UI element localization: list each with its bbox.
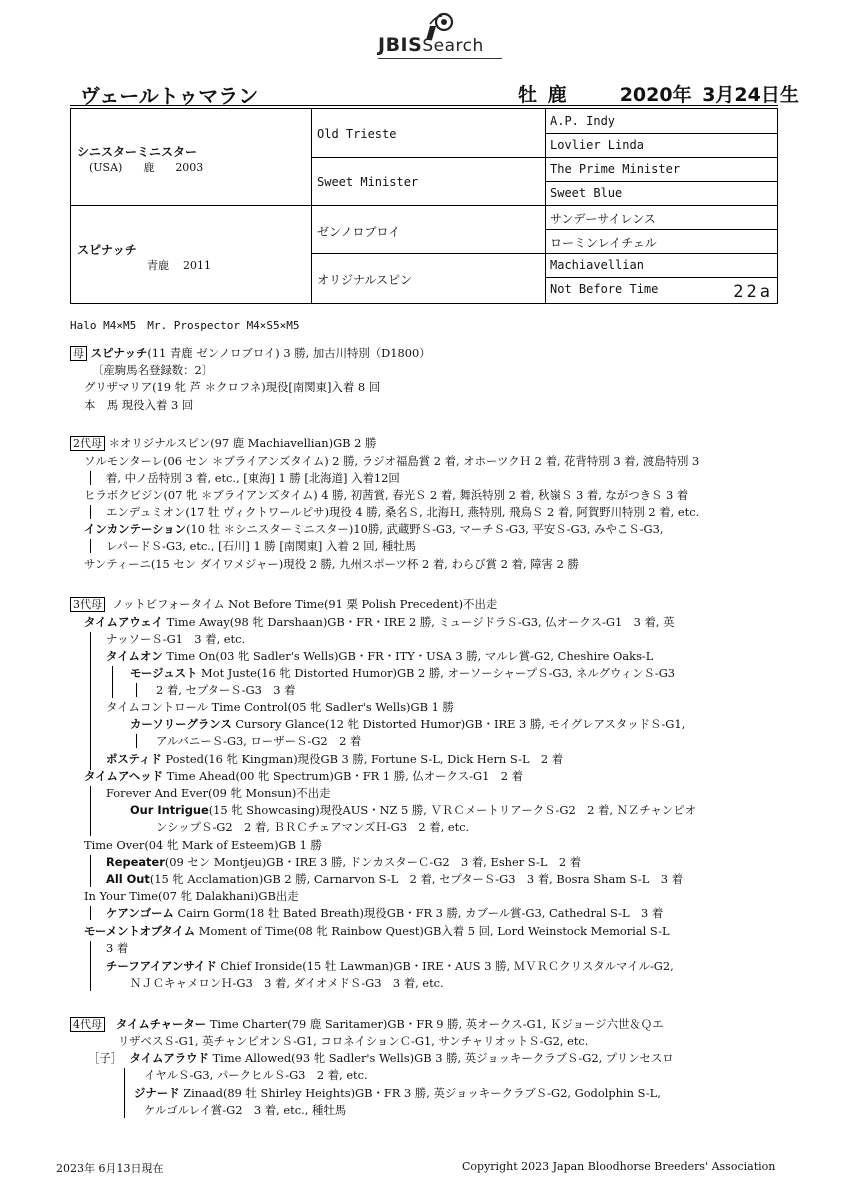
dam-info: 青鹿 2011 <box>147 259 211 272</box>
ped-dds: Machiavellian <box>550 258 644 272</box>
gen3-k1: Repeater(09 セン Montjeu)GB・IRE 3 勝, ドンカスターＣ-G2 3 着, Esher S-L 2 着 <box>106 855 582 869</box>
dam-name: スピナッチ <box>77 243 137 257</box>
dam-line-3: グリザマリア(19 牝 芦 ＊クロフネ)現役[南関東]入着 8 回 <box>84 380 381 394</box>
gen4-tag: 4代母 <box>70 1017 105 1032</box>
gen3-e2: アルバニーＳ-G3, ローザーＳ-G2 2 着 <box>156 734 362 748</box>
logo-search: Search <box>422 36 484 56</box>
gen3-i2: ンシップＳ-G2 2 着, ＢＲＣチェアマンズＨ-G3 2 着, etc. <box>156 820 470 834</box>
ped-sds: The Prime Minister <box>550 162 681 176</box>
dam-line-1: 母 スピナッチ(11 青鹿 ゼンノロブロイ) 3 勝, 加古川特別（D1800） <box>70 344 431 363</box>
horse-sex-color: 牡 鹿 <box>518 84 567 106</box>
gen2-a2: 着, 中ノ岳特別 3 着, etc., [東海] 1 勝 [北海道] 入着12回 <box>106 471 400 485</box>
gen2-d2: レパードＳ-G3, etc., [石川] 1 勝 [南関東] 入着 2 回, 種牡馬 <box>106 539 417 553</box>
gen2-d1: インカンテーション(10 牡 ＊シニスターミニスター)10勝, 武蔵野Ｓ-G3, マーチＳ-G3, 平安Ｓ-G3, みやこＳ-G3, <box>84 522 664 536</box>
gen2-c: エンデュミオン(17 牡 ヴィクトワールピサ)現役 4 勝, 桑名Ｓ, 北海Ｈ, 燕特別, 飛鳥Ｓ 2 着, 阿賀野川特別 2 着, etc. <box>106 505 700 519</box>
gen4-a2: リザベスＳ-G1, 英チャンピオンＳ-G1, コロネイションＣ-G1, サンチャリオットＳ-G2, etc. <box>118 1034 589 1048</box>
ped-sdd: Sweet Blue <box>550 186 623 200</box>
gen3-o1: モーメントオブタイム Moment of Time(08 牝 Rainbow Quest)GB入着 5 回, Lord Weinstock Memorial S-L <box>84 924 670 938</box>
gen3-o2: 3 着 <box>106 941 129 955</box>
gen3-c2: 2 着, セプターＳ-G3 3 着 <box>156 683 296 697</box>
ped-ssd: Lovlier Linda <box>550 138 644 152</box>
gen3-m: In Your Time(07 牝 Dalakhani)GB出走 <box>84 889 299 903</box>
gen3-n1: ケアンゴーム Cairn Gorm(18 牡 Bated Breath)現役GB・FR 3 勝, カブール賞-G3, Cathedral S-L 3 着 <box>106 906 664 920</box>
jbis-logo <box>378 12 518 58</box>
gen3-j: Time Over(04 牝 Mark of Esteem)GB 1 勝 <box>84 838 322 852</box>
gen4-b2: イヤルＳ-G3, パークヒルＳ-G3 2 着, etc. <box>144 1068 368 1082</box>
horse-birth: 2020年 3月24日生 <box>619 84 799 106</box>
inbreeding-cross: Halo M4×M5 Mr. Prospector M4×S5×M5 <box>70 319 300 332</box>
sire-info: (USA) 鹿 2003 <box>89 161 204 174</box>
child-tag: ［子］ <box>88 1051 123 1065</box>
pedigree-table <box>70 108 778 304</box>
gen4-b1: ［子］ タイムアラウド Time Allowed(93 牝 Sadler's Wells)GB 3 勝, 英ジョッキークラブＳ-G2, プリンセスロ <box>88 1051 674 1065</box>
dam-tag: 母 <box>70 346 87 361</box>
ped-sss: A.P. Indy <box>550 114 616 128</box>
gen3-p2: ＮＪＣキャメロンＨ-G3 3 着, ダイオメドＳ-G3 3 着, etc. <box>130 976 444 990</box>
gen3-c1: モージュスト Mot Juste(16 牝 Distorted Humor)GB 2 勝, オーソーシャープＳ-G3, ネルグウィンＳ-G3 <box>130 666 676 680</box>
gen2-b: ヒラボクビジン(07 牝 ＊ブライアンズタイム) 4 勝, 初茜賞, 春光Ｓ 2 着, 舞浜特別 2 着, 秋嶺Ｓ 3 着, ながつきＳ 3 着 <box>84 488 689 502</box>
gen3-tag: 3代母 <box>70 597 105 612</box>
gen2-e: サンティーニ(15 セン ダイワメジャー)現役 2 勝, 九州スポーツ杯 2 着, わらび賞 2 着, 障害 2 勝 <box>84 557 579 571</box>
gen4-a1: 4代母 タイムチャーター Time Charter(79 鹿 Saritamer)GB・FR 9 勝, 英オークス-G1, Ｋジョージ六世＆Ｑエ <box>70 1015 664 1034</box>
ped-dsd: ローミンレイチェル <box>550 236 657 250</box>
ped-ds: ゼンノロブロイ <box>317 225 401 239</box>
gen3-i1: Our Intrigue(15 牝 Showcasing)現役AUS・NZ 5 勝, ＶＲＣメートリアークＳ-G2 2 着, ＮＺチャンピオ <box>130 803 696 817</box>
gen2-line: 2代母 ＊オリジナルスピン(97 鹿 Machiavellian)GB 2 勝 <box>70 434 376 453</box>
footer-date: 2023年 6月13日現在 <box>56 1162 164 1175</box>
dam-line-2: 〔産駒馬名登録数：2〕 <box>92 363 214 377</box>
gen3-g1: タイムアヘッド Time Ahead(00 牝 Spectrum)GB・FR 1 勝, 仏オークス-G1 2 着 <box>84 769 524 783</box>
gen2-a1: ソルモンターレ(06 セン ＊ブライアンズタイム) 2 勝, ラジオ福島賞 2 着, オホーツクＨ 2 着, 花背特別 3 着, 渡島特別 3 <box>84 454 700 468</box>
gen3-f1: ポスティド Posted(16 牝 Kingman)現役GB 3 勝, Fortune S-L, Dick Hern S-L 2 着 <box>106 752 564 766</box>
gen3-p1: チーフアイアンサイド Chief Ironside(15 牡 Lawman)GB・IRE・AUS 3 勝, ＭＶＲＣクリスタルマイル-G2, <box>106 959 674 973</box>
ped-dd: オリジナルスピン <box>317 273 413 287</box>
ped-dss: サンデーサイレンス <box>550 212 656 226</box>
family-number: 22a <box>733 282 773 302</box>
gen3-d: タイムコントロール Time Control(05 牝 Sadler's Wells)GB 1 勝 <box>106 700 454 714</box>
ped-ss: Old Trieste <box>317 127 397 141</box>
gen3-b1: タイムオン Time On(03 牝 Sadler's Wells)GB・FR・ITY・USA 3 勝, マルレ賞-G2, Cheshire Oaks-L <box>106 649 654 663</box>
gen3-line: 3代母 ノットビフォータイム Not Before Time(91 栗 Polish Precedent)不出走 <box>70 595 497 614</box>
gen4-c1: ジナード Zinaad(89 牡 Shirley Heights)GB・FR 3 勝, 英ジョッキークラブＳ-G2, Godolphin S-L, <box>134 1086 661 1100</box>
gen3-e1: カーソリーグランス Cursory Glance(12 牝 Distorted Humor)GB・IRE 3 勝, モイグレアスタッドＳ-G1, <box>130 717 686 731</box>
gen4-c2: ケルゴルレイ賞-G2 3 着, etc., 種牡馬 <box>144 1103 347 1117</box>
gen3-a1: タイムアウェイ Time Away(98 牝 Darshaan)GB・FR・IRE 2 勝, ミュージドラＳ-G3, 仏オークス-G1 3 着, 英 <box>84 615 675 629</box>
logo-jbis: JBIS <box>378 34 423 56</box>
gen3-a2: ナッソーＳ-G1 3 着, etc. <box>106 632 246 646</box>
ped-sd: Sweet Minister <box>317 175 419 189</box>
horse-name: ヴェールトゥマラン <box>80 84 259 108</box>
sire-name: シニスターミニスター <box>77 145 198 159</box>
footer-copyright: Copyright 2023 Japan Bloodhorse Breeders' Association <box>462 1160 776 1173</box>
ped-ddd: Not Before Time <box>550 282 659 296</box>
gen2-tag: 2代母 <box>70 436 105 451</box>
horse-sex-birth <box>518 80 799 107</box>
dam-line-4: 本 馬 現役入着 3 回 <box>84 398 194 412</box>
gen3-h: Forever And Ever(09 牝 Monsun)不出走 <box>106 786 331 800</box>
gen3-l1: All Out(15 牝 Acclamation)GB 2 勝, Carnarvon S-L 2 着, セプターＳ-G3 3 着, Bosra Sham S-L 3 着 <box>106 872 683 886</box>
